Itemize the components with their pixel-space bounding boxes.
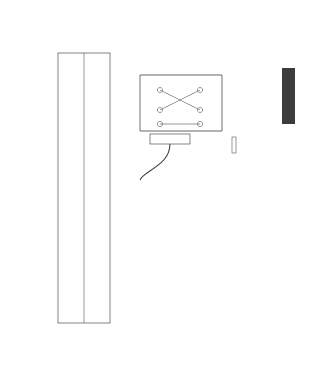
modular-jack [150,134,190,144]
modular-block [140,75,222,144]
modular-cord-line [140,144,170,180]
pemu-connector [232,137,236,153]
